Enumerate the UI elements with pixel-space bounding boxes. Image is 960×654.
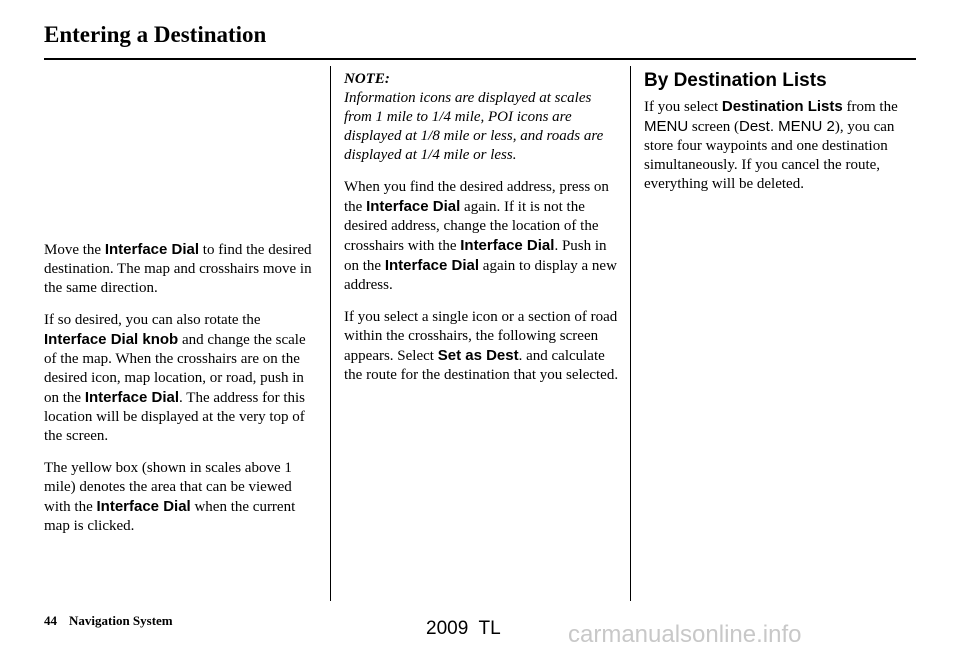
footer-section: Navigation System: [69, 613, 173, 628]
page-title: Entering a Destination: [44, 22, 267, 47]
page-footer: [44, 613, 173, 629]
section-heading: By Destination Lists: [644, 70, 827, 91]
paragraph-yellow-box: The yellow box (shown in scales above 1 mile) denotes the area that can be viewed with the Interface Dial when the current map is clicked.: [44, 460, 296, 534]
column-divider-left: [330, 66, 331, 601]
watermark: carmanualsonline.info: [568, 621, 802, 648]
paragraph-find-address: When you find the desired address, press on the Interface Dial again. If it is not the desired address, change the location of the crosshairs with the Interface Dial. Push in on the Interface Dial again to display a new address.: [344, 179, 617, 293]
paragraph-move-dial: Move the Interface Dial to find the desired destination. The map and crosshairs move in the same direction.: [44, 241, 312, 296]
paragraph-destination-lists: If you select Destination Lists from the MENU screen (Dest. MENU 2), you can store four waypoints and one destination simultaneously. If you cancel the route, everything will be deleted.: [644, 98, 898, 192]
paragraph-rotate-knob: If so desired, you can also rotate the Interface Dial knob and change the scale of the map. When the crosshairs are on the desired icon, map location, or road, push in on the Interface Dial. The address for this location will be displayed at the very top of the screen.: [44, 312, 306, 444]
note-text: Information icons are displayed at scales from 1 mile to 1/4 mile, POI icons are displayed at 1/8 mile or less, and roads are displayed at 1/4 mile or less.: [344, 90, 604, 163]
column-right: [644, 70, 910, 207]
header-rule: [44, 58, 916, 60]
column-middle: [344, 70, 620, 398]
column-left: [44, 240, 314, 549]
page-number: 44: [44, 613, 57, 628]
column-divider-right: [630, 66, 631, 601]
model-label: 2009 TL: [426, 618, 501, 639]
paragraph-select-icon: If you select a single icon or a section of road within the crosshairs, the following screen appears. Select Set as Dest. and calculate the route for the destination that you selected.: [344, 309, 619, 383]
note-block: [344, 70, 620, 165]
note-label: NOTE:: [344, 71, 390, 87]
